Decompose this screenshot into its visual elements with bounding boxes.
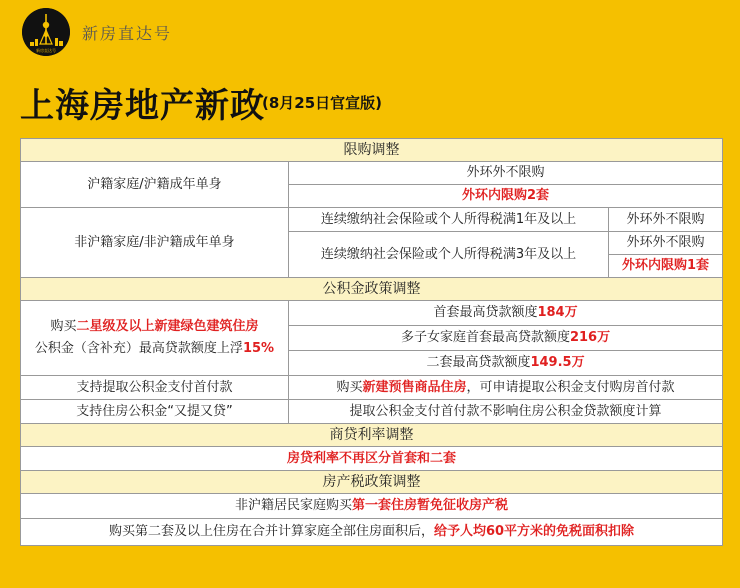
table-row xyxy=(21,162,723,185)
table-row xyxy=(21,301,723,326)
row-label: 支持住房公积金“又提又贷” xyxy=(21,400,289,424)
table-cell: 连续缴纳社会保险或个人所得税满3年及以上 xyxy=(289,232,609,278)
table-cell-highlight: 外环内限购1套 xyxy=(609,255,723,278)
section-heading: 公积金政策调整 xyxy=(21,278,723,301)
section-header-tax xyxy=(21,471,723,494)
table-cell: 多子女家庭首套最高贷款额度216万 xyxy=(289,326,723,351)
section-header-purchase xyxy=(21,139,723,162)
table-row xyxy=(21,494,723,519)
table-cell: 外环外不限购 xyxy=(609,232,723,255)
row-label: 沪籍家庭/沪籍成年单身 xyxy=(21,162,289,208)
table-cell: 连续缴纳社会保险或个人所得税满1年及以上 xyxy=(289,208,609,232)
table-cell: 购买第二套及以上住房在合并计算家庭全部住房面积后，给予人均60平方米的免税面积扣除 xyxy=(21,519,723,546)
table-cell: 外环外不限购 xyxy=(609,208,723,232)
row-label: 支持提取公积金支付首付款 xyxy=(21,376,289,400)
svg-text:新房直达号: 新房直达号 xyxy=(36,48,56,53)
section-header-fund xyxy=(21,278,723,301)
table-row xyxy=(21,447,723,471)
section-header-rate xyxy=(21,424,723,447)
section-heading: 房产税政策调整 xyxy=(21,471,723,494)
table-row xyxy=(21,400,723,424)
page-subtitle: (8月25日官宣版) xyxy=(262,94,383,112)
brand-name: 新房直达号 xyxy=(82,24,173,43)
table-cell: 购买新建预售商品住房，可申请提取公积金支付购房首付款 xyxy=(289,376,723,400)
table-cell: 外环外不限购 xyxy=(289,162,723,185)
table-cell: 首套最高贷款额度184万 xyxy=(289,301,723,326)
table-cell-highlight: 外环内限购2套 xyxy=(289,185,723,208)
table-row xyxy=(21,519,723,546)
tower-icon xyxy=(22,8,70,56)
table-cell: 提取公积金支付首付款不影响住房公积金贷款额度计算 xyxy=(289,400,723,424)
section-heading: 商贷利率调整 xyxy=(21,424,723,447)
brand-logo xyxy=(22,8,70,56)
table-cell: 非沪籍居民家庭购买第一套住房暂免征收房产税 xyxy=(21,494,723,519)
section-heading: 限购调整 xyxy=(21,139,723,162)
table-cell: 二套最高贷款额度149.5万 xyxy=(289,351,723,376)
table-row xyxy=(21,376,723,400)
row-label: 非沪籍家庭/非沪籍成年单身 xyxy=(21,208,289,278)
policy-table xyxy=(20,138,723,546)
table-row xyxy=(21,208,723,232)
table-cell-highlight: 房贷利率不再区分首套和二套 xyxy=(21,447,723,471)
row-label: 购买二星级及以上新建绿色建筑住房 公积金（含补充）最高贷款额度上浮15% xyxy=(21,301,289,376)
page-title: 上海房地产新政 xyxy=(20,86,265,126)
